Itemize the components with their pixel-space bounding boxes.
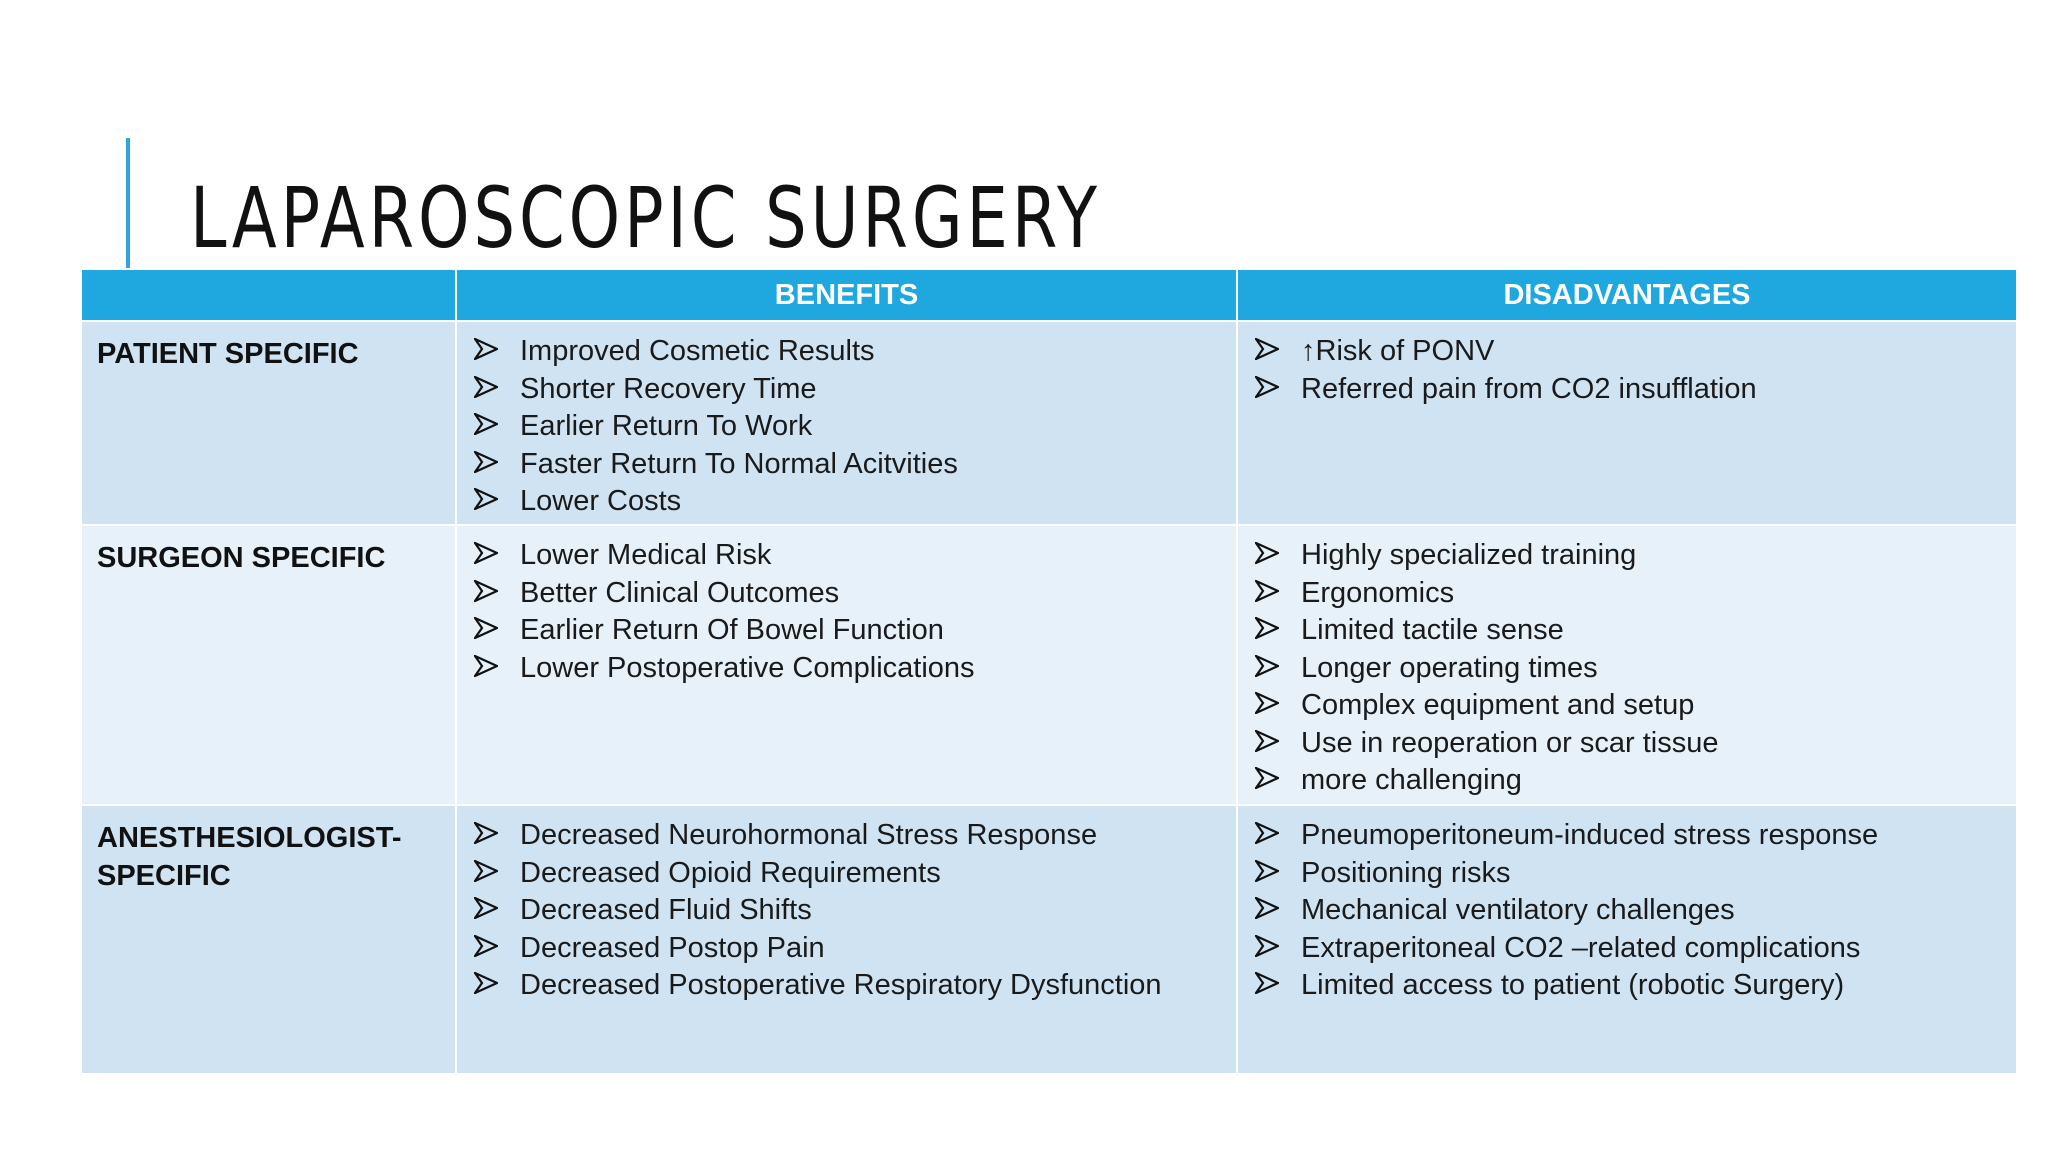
slide-title: LAPAROSCOPIC SURGERY xyxy=(190,169,1101,267)
table-header-row xyxy=(81,269,2017,321)
list-item-text: Decreased Postop Pain xyxy=(520,931,825,964)
list-item xyxy=(474,371,1235,409)
list-item xyxy=(1255,892,2015,930)
list-item xyxy=(1255,537,2015,575)
arrowhead-bullet-icon xyxy=(474,542,498,564)
arrowhead-bullet-icon xyxy=(474,617,498,639)
arrowhead-bullet-icon xyxy=(474,338,498,360)
list-item-text: Use in reoperation or scar tissue xyxy=(1301,726,1719,759)
disadvantages-cell xyxy=(1237,805,2017,1074)
list-item xyxy=(474,650,1235,688)
row-label-cell xyxy=(81,321,456,525)
list-item-text: ↑Risk of PONV xyxy=(1301,335,1495,367)
list-item-text: Positioning risks xyxy=(1301,856,1511,889)
list-item xyxy=(1255,762,2015,800)
benefits-list xyxy=(474,537,1235,687)
arrowhead-bullet-icon xyxy=(474,822,498,844)
header-benefits: BENEFITS xyxy=(456,269,1237,321)
list-item xyxy=(1255,930,2015,968)
disadvantages-cell xyxy=(1237,525,2017,805)
list-item-text: Lower Postoperative Complications xyxy=(520,651,975,684)
arrowhead-bullet-icon xyxy=(1255,692,1279,714)
list-item xyxy=(1255,967,2015,1005)
list-item xyxy=(474,892,1235,930)
disadvantages-list xyxy=(1255,333,2015,408)
comparison-table xyxy=(80,268,2018,1075)
list-item xyxy=(474,575,1235,613)
list-item xyxy=(1255,575,2015,613)
list-item-text: Longer operating times xyxy=(1301,651,1598,684)
disadvantages-list xyxy=(1255,537,2015,800)
table-row-anesthesiologist xyxy=(81,805,2017,1074)
list-item xyxy=(474,930,1235,968)
list-item-text: Mechanical ventilatory challenges xyxy=(1301,894,1735,926)
list-item xyxy=(1255,687,2015,725)
list-item-text: Pneumoperitoneum-induced stress response xyxy=(1301,819,1879,851)
list-item-text: Lower Costs xyxy=(520,485,682,517)
header-disadvantages: DISADVANTAGES xyxy=(1237,269,2017,321)
list-item xyxy=(474,333,1235,371)
arrowhead-bullet-icon xyxy=(1255,897,1279,919)
arrowhead-bullet-icon xyxy=(1255,822,1279,844)
list-item-text: Improved Cosmetic Results xyxy=(520,335,875,367)
list-item-text: Ergonomics xyxy=(1301,576,1455,609)
list-item-text: Complex equipment and setup xyxy=(1301,689,1695,721)
row-label-surgeon: SURGEON SPECIFIC xyxy=(97,542,386,574)
arrowhead-bullet-icon xyxy=(474,451,498,473)
list-item xyxy=(1255,371,2015,409)
benefits-cell xyxy=(456,805,1237,1074)
arrowhead-bullet-icon xyxy=(1255,338,1279,360)
benefits-cell xyxy=(456,525,1237,805)
row-label-anesthesiologist: ANESTHESIOLOGIST-SPECIFIC xyxy=(97,822,402,892)
list-item xyxy=(474,855,1235,893)
arrowhead-bullet-icon xyxy=(474,376,498,398)
list-item-text: Limited tactile sense xyxy=(1301,614,1564,646)
list-item-text: Referred pain from CO2 insufflation xyxy=(1301,372,1757,405)
benefits-cell xyxy=(456,321,1237,525)
row-label-patient: PATIENT SPECIFIC xyxy=(97,338,359,370)
arrowhead-bullet-icon xyxy=(1255,767,1279,789)
list-item-text: Decreased Fluid Shifts xyxy=(520,894,812,926)
list-item-text: Earlier Return To Work xyxy=(520,410,813,442)
list-item xyxy=(1255,725,2015,763)
arrowhead-bullet-icon xyxy=(474,897,498,919)
list-item xyxy=(474,446,1235,484)
arrowhead-bullet-icon xyxy=(1255,376,1279,398)
arrowhead-bullet-icon xyxy=(474,413,498,435)
list-item-text: Decreased Neurohormonal Stress Response xyxy=(520,819,1098,851)
list-item-text: Faster Return To Normal Acitvities xyxy=(520,447,958,480)
arrowhead-bullet-icon xyxy=(474,655,498,677)
table-row-surgeon xyxy=(81,525,2017,805)
list-item xyxy=(474,612,1235,650)
arrowhead-bullet-icon xyxy=(1255,655,1279,677)
header-blank xyxy=(81,269,456,321)
disadvantages-list xyxy=(1255,817,2015,1005)
arrowhead-bullet-icon xyxy=(1255,972,1279,994)
arrowhead-bullet-icon xyxy=(1255,580,1279,602)
list-item-text: Highly specialized training xyxy=(1301,539,1637,571)
list-item-text: Limited access to patient (robotic Surgery) xyxy=(1301,969,1845,1001)
list-item xyxy=(1255,612,2015,650)
list-item xyxy=(474,408,1235,446)
table-row-patient xyxy=(81,321,2017,525)
benefits-list xyxy=(474,817,1235,1005)
list-item xyxy=(474,817,1235,855)
benefits-list xyxy=(474,333,1235,521)
list-item xyxy=(1255,650,2015,688)
list-item-text: Earlier Return Of Bowel Function xyxy=(520,614,944,646)
arrowhead-bullet-icon xyxy=(1255,617,1279,639)
list-item-text: Better Clinical Outcomes xyxy=(520,576,840,609)
list-item-text: Extraperitoneal CO2 –related complications xyxy=(1301,931,1861,964)
list-item xyxy=(474,967,1235,1005)
arrowhead-bullet-icon xyxy=(474,972,498,994)
list-item xyxy=(1255,333,2015,371)
list-item-text: Lower Medical Risk xyxy=(520,539,772,571)
arrowhead-bullet-icon xyxy=(474,935,498,957)
list-item xyxy=(1255,817,2015,855)
list-item-text: Shorter Recovery Time xyxy=(520,372,817,405)
list-item xyxy=(1255,855,2015,893)
list-item xyxy=(474,537,1235,575)
list-item-text: Decreased Opioid Requirements xyxy=(520,856,941,889)
arrowhead-bullet-icon xyxy=(1255,542,1279,564)
disadvantages-cell xyxy=(1237,321,2017,525)
list-item xyxy=(474,483,1235,521)
arrowhead-bullet-icon xyxy=(1255,935,1279,957)
row-label-cell xyxy=(81,805,456,1074)
arrowhead-bullet-icon xyxy=(1255,730,1279,752)
list-item-text: more challenging xyxy=(1301,764,1522,796)
arrowhead-bullet-icon xyxy=(1255,860,1279,882)
title-accent-bar xyxy=(126,138,130,268)
list-item-text: Decreased Postoperative Respiratory Dysfunction xyxy=(520,969,1162,1001)
arrowhead-bullet-icon xyxy=(474,488,498,510)
arrowhead-bullet-icon xyxy=(474,580,498,602)
row-label-cell xyxy=(81,525,456,805)
arrowhead-bullet-icon xyxy=(474,860,498,882)
